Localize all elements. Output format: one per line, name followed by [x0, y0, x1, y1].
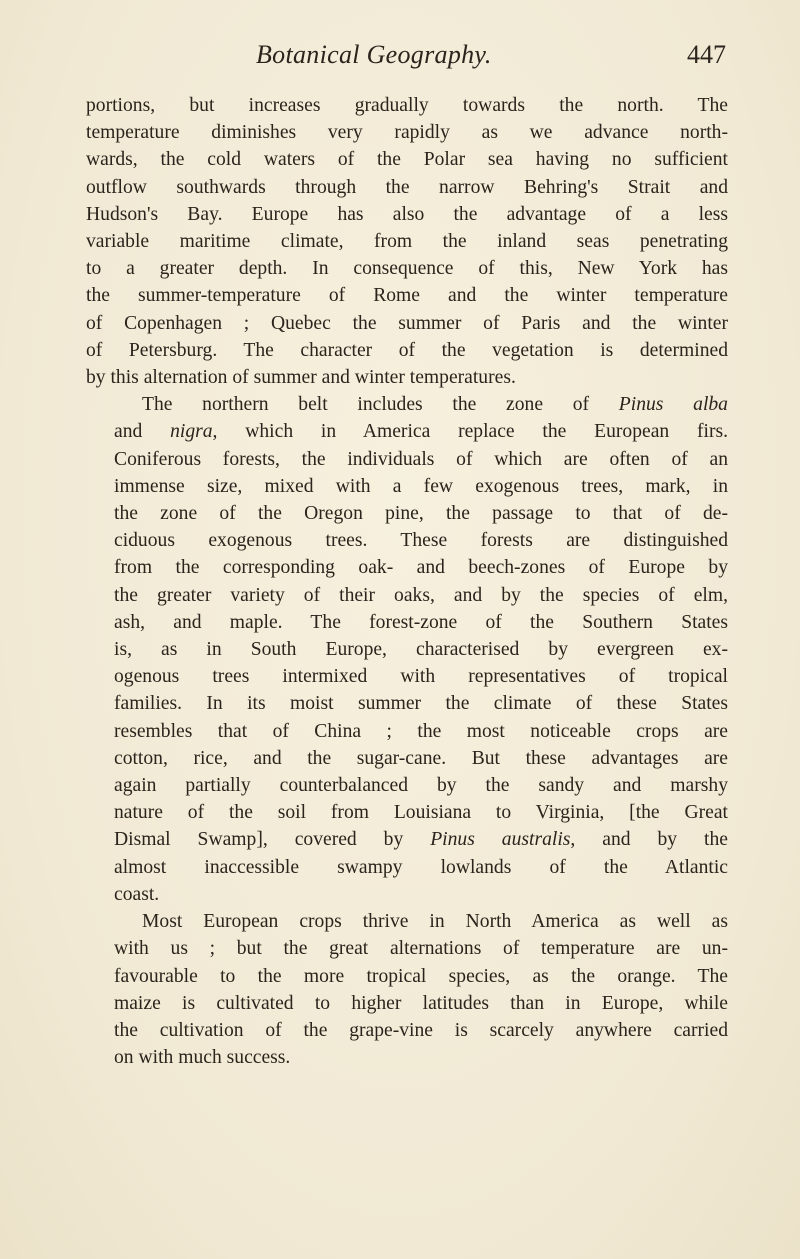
text-run: , which in America replace the European firs. [212, 421, 728, 443]
text-run: and [114, 421, 171, 443]
page-header [86, 40, 726, 80]
text-line: favourable to the more tropical species, as the orange. The [114, 965, 728, 987]
text-line: families. In its moist summer the climate of these States [114, 693, 728, 715]
text-line [86, 826, 728, 853]
text-line: ciduous exogenous trees. These forests are distinguished [114, 530, 728, 552]
text-run: , and by the [570, 829, 728, 851]
text-line: almost inaccessible swampy lowlands of the Atlantic [114, 856, 728, 878]
running-title: Botanical Geography. [256, 40, 492, 69]
text-line: again partially counterbalanced by the sandy and marshy [114, 775, 728, 797]
text-line: Most European crops thrive in North America as well as [142, 911, 728, 933]
text-line: variable maritime climate, from the inland seas penetrating [86, 231, 728, 253]
text-line: the zone of the Oregon pine, the passage to that of de- [114, 503, 728, 525]
text-line: is, as in South Europe, characterised by evergreen ex- [114, 639, 728, 661]
text-line: on with much success. [114, 1047, 291, 1069]
text-line: by this alternation of summer and winter temperatures. [86, 367, 516, 389]
species-name: Pinus alba [618, 394, 728, 416]
text-line: wards, the cold waters of the Polar sea having no sufficient [86, 149, 728, 171]
text-line: cotton, rice, and the sugar-cane. But these advantages are [114, 747, 728, 769]
text-line: maize is cultivated to higher latitudes than in Europe, while [114, 992, 728, 1014]
text-line: outflow southwards through the narrow Behring's Strait and [86, 176, 728, 198]
text-line: from the corresponding oak- and beech-zones of Europe by [114, 557, 728, 579]
text-run: Dismal Swamp], covered by [114, 829, 431, 851]
text-line: Coniferous forests, the individuals of which are often of an [114, 448, 728, 470]
paragraph-2 [86, 391, 728, 908]
text-line: of Copenhagen ; Quebec the summer of Paris and the winter [86, 312, 728, 334]
text-line: nature of the soil from Louisiana to Virginia, [the Great [114, 802, 728, 824]
text-line: Hudson's Bay. Europe has also the advantage of a less [86, 203, 728, 225]
text-line: ogenous trees intermixed with representatives of tropical [114, 666, 728, 688]
species-name: nigra [170, 421, 213, 443]
text-line: resembles that of China ; the most noticeable crops are [114, 720, 728, 742]
text-line: the cultivation of the grape-vine is scarcely anywhere carried [114, 1019, 728, 1041]
paragraph-1 [86, 92, 728, 391]
page-number: 447 [687, 40, 726, 69]
paragraph-3 [86, 908, 728, 1071]
text-line: with us ; but the great alternations of temperature are un- [114, 938, 728, 960]
text-line: portions, but increases gradually towards the north. The [86, 95, 728, 116]
species-name: Pinus australis [430, 829, 571, 851]
text-run: The northern belt includes the zone of [142, 394, 619, 416]
text-line: ash, and maple. The forest-zone of the Southern States [114, 611, 728, 633]
text-line: the summer-temperature of Rome and the winter temperature [86, 285, 728, 307]
text-line: immense size, mixed with a few exogenous trees, mark, in [114, 475, 728, 497]
text-line: the greater variety of their oaks, and by the species of elm, [114, 584, 728, 606]
text-line [86, 418, 728, 445]
text-line: of Petersburg. The character of the vegetation is determined [86, 339, 728, 361]
text-line [86, 391, 728, 418]
body-text [86, 92, 728, 1071]
text-line: temperature diminishes very rapidly as we advance north- [86, 122, 728, 144]
text-line: to a greater depth. In consequence of this, New York has [86, 258, 728, 280]
text-line: coast. [114, 883, 160, 905]
